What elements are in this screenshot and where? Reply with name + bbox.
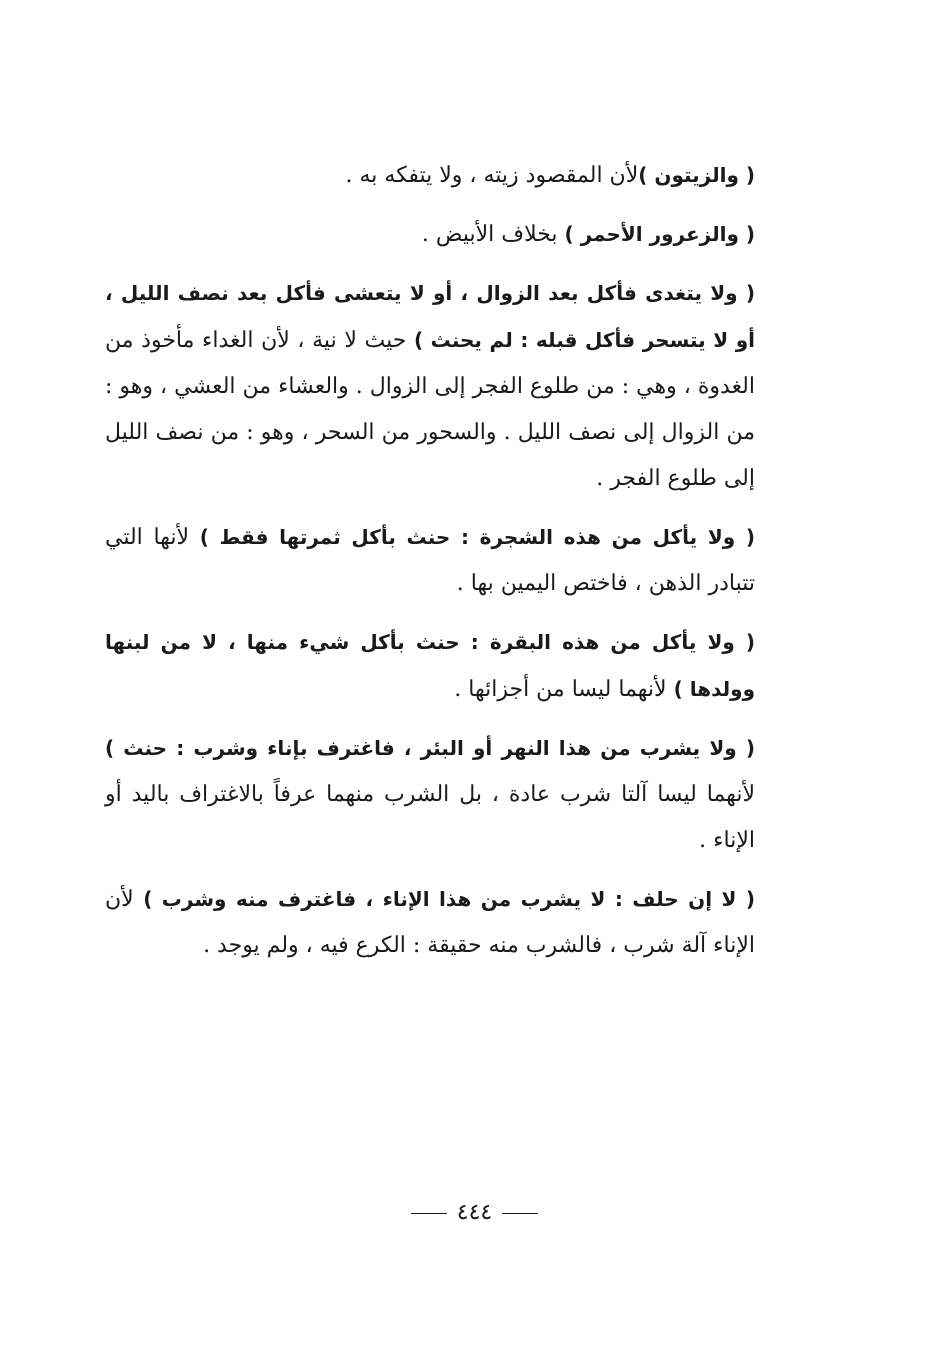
paragraph-river	[105, 725, 755, 864]
paragraph-text: لأن الإناء آلة شرب ، فالشرب منه حقيقة : الكرع فيه ، ولم يوجد .	[105, 887, 755, 958]
page-number	[0, 1195, 949, 1231]
paragraph-olives	[105, 152, 755, 199]
bold-phrase: ( ولا يأكل من هذه البقرة : حنث بأكل شيء منها ، لا من لبنها وولدها )	[105, 630, 755, 701]
bold-phrase: ( ولا يأكل من هذه الشجرة : حنث بأكل ثمرتها فقط )	[199, 525, 755, 549]
bold-phrase: ( لا إن حلف : لا يشرب من هذا الإناء ، فاغترف منه وشرب )	[143, 887, 755, 911]
paragraph-text: لأنهما ليسا آلتا شرب عادة ، بل الشرب منهما عرفاً بالاغتراف باليد أو الإناء .	[105, 782, 755, 853]
page-number-value: ٤٤٤	[456, 1200, 493, 1225]
body-text	[105, 152, 755, 969]
paragraph-hawthorn	[105, 211, 755, 258]
paragraph-tree	[105, 514, 755, 607]
paragraph-text: لأن المقصود زيته ، ولا يتفكه به .	[345, 163, 639, 188]
bold-phrase: ( والزيتون )	[638, 163, 755, 187]
page-number-dash	[411, 1213, 447, 1214]
page-number-dash	[502, 1213, 538, 1214]
paragraph-cow	[105, 619, 755, 713]
paragraph-text: لأنهما ليسا من أجزائها .	[454, 677, 674, 702]
paragraph-text: بخلاف الأبيض .	[421, 222, 565, 247]
bold-phrase: ( والزعرور الأحمر )	[564, 222, 755, 246]
paragraph-text: لأنها التي تتبادر الذهن ، فاختص اليمين بها .	[105, 525, 755, 596]
bold-phrase: ( ولا يشرب من هذا النهر أو البئر ، فاغترف بإناء وشرب : حنث )	[105, 736, 755, 760]
bold-phrase: ( ولا يتغدى فأكل بعد الزوال ، أو لا يتعشى فأكل بعد نصف الليل ، أو لا يتسحر فأكل قبله : لم يحنث )	[105, 281, 755, 352]
paragraph-meals	[105, 270, 755, 502]
paragraph-vessel	[105, 876, 755, 969]
paragraph-text: حيث لا نية ، لأن الغداء مأخوذ من الغدوة ، وهي : من طلوع الفجر إلى الزوال . والعشاء من العشي ، وهو : من الزوال إلى نصف الليل . والسحور من السحر ، وهو : من نصف الليل إلى طلوع الفجر .	[105, 328, 755, 491]
